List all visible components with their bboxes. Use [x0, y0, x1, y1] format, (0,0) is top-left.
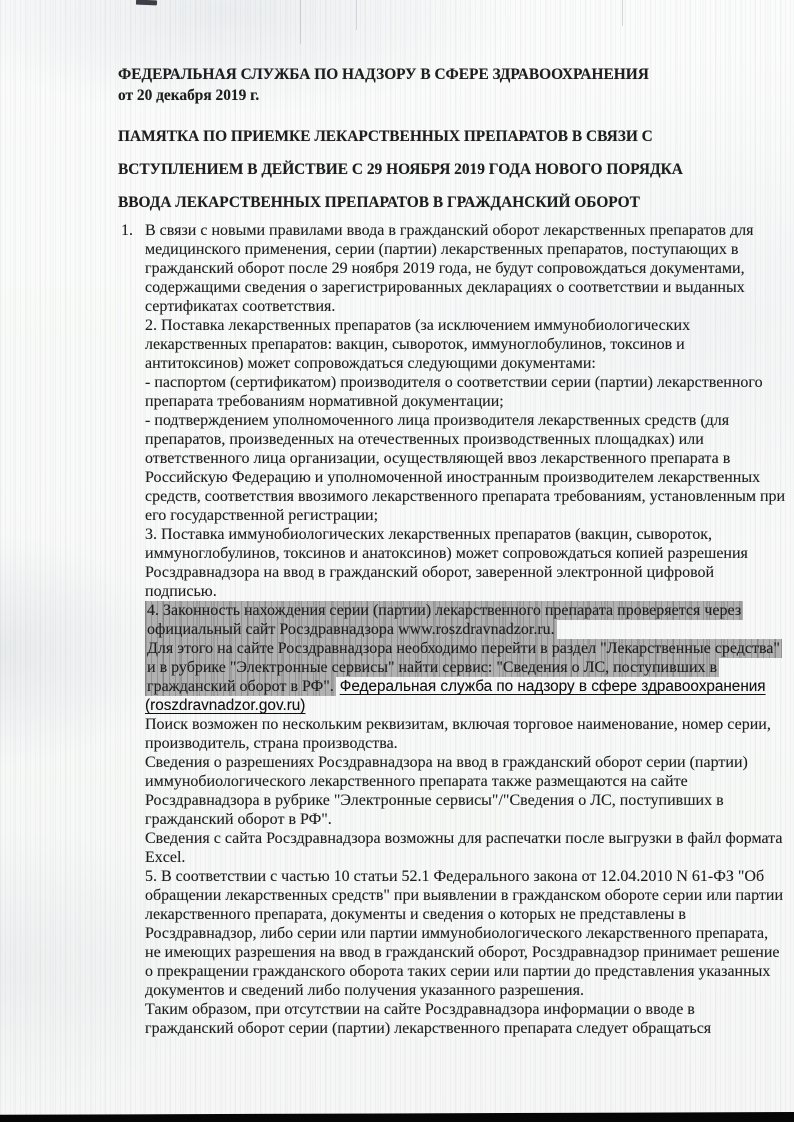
memo-body — [121, 221, 787, 1038]
memo-list-item-1 — [121, 221, 787, 316]
scan-streak — [356, 0, 357, 30]
memo-paragraph-2-dash-2: - подтверждением уполномоченного лица производителя лекарственных средств (для препаратов, произведенных на отечественных производственных площадках) или ответственного лица организации, осуществляющей ввоз лекарственного препарата в Российскую Федерацию и уполномоченной иностранным производителем лекарственных средств, соответствия ввозимого лекарственного препарата требованиям, установленным при его государственной регистрации; — [145, 412, 786, 524]
memo-content — [118, 64, 790, 1038]
memo-paragraph-permissions-info: Сведения о разрешениях Росздравнадзора на ввод в гражданский оборот серии (партии) иммунобиологического лекарственного препарата также размещаются на сайте Росздравнадзора в рубрике "Электронные сервисы"/"Сведения о ЛС, поступивших в гражданский оборот в РФ". — [145, 754, 748, 828]
memo-date: от 20 декабря 2019 г. — [118, 87, 260, 104]
issuer-name: ФЕДЕРАЛЬНАЯ СЛУЖБА ПО НАДЗОРУ В СФЕРЕ ЗДРАВООХРАНЕНИЯ — [118, 66, 649, 83]
scan-streak — [622, 0, 623, 26]
highlighted-text-2: Для этого на сайте Росздравнадзора необходимо перейти в раздел "Лекарственные средства" и в рубрике "Электронные сервисы" найти сервис: "Сведения о ЛС, поступивших в гражданский оборот в РФ". — [147, 640, 780, 695]
memo-paragraph-conclusion: Таким образом, при отсутствии на сайте Росздравнадзора информации о вводе в гражданский оборот серии (партии) лекарственного препарата следует обращаться — [145, 1001, 712, 1037]
list-item-number: 1. — [121, 222, 133, 239]
memo-title-line-2: ВСТУПЛЕНИЕМ В ДЕЙСТВИЕ С 29 НОЯБРЯ 2019 ГОДА НОВОГО ПОРЯДКА — [118, 161, 683, 178]
memo-paragraph-1: В связи с новыми правилами ввода в гражданский оборот лекарственных препаратов для медицинского применения, серии (партии) лекарственных препаратов, поступающих в гражданский оборот после 29 ноября 2019 года, не будут сопровождаться документами, содержащими сведения о зарегистрированных декларациях о соответствии и выданных сертификатах соответствия. — [145, 222, 754, 315]
memo-paragraph-excel-info: Сведения с сайта Росздравнадзора возможны для распечатки после выгрузки в файл формата Excel. — [145, 830, 783, 866]
memo-paragraph-search-info: Поиск возможен по нескольким реквизитам, включая торговое наименование, номер серии, производитель, страна производства. — [145, 716, 771, 752]
scan-artifact-top — [136, 0, 157, 5]
memo-title — [118, 126, 790, 213]
memo-paragraph-5: 5. В соответствии с частью 10 статьи 52.1 Федерального закона от 12.04.2010 N 61-ФЗ "Об обращении лекарственных средств" при выявлении в гражданском обороте серии или партии лекарственного препарата, документы и сведения о которых не представлены в Росздравнадзор, либо серии или партии иммунобиологического лекарственного препарата, не имеющих разрешения на ввод в гражданский оборот, Росздравнадзор принимает решение о прекращении гражданского оборота таких серии или партии до представления указанных документов и сведений либо получения указанного разрешения. — [145, 868, 784, 999]
scan-edge-artifact-bottom — [0, 1112, 794, 1122]
memo-paragraph-4-highlighted — [145, 601, 787, 639]
scan-streak — [300, 0, 301, 44]
memo-paragraph-4b-highlighted — [145, 639, 787, 715]
highlighted-text-1: 4. Законность нахождения серии (партии) лекарственного препарата проверяется через официальный сайт Росздравнадзора www.roszdravnadzor.ru. — [147, 602, 742, 638]
memo-title-line-1: ПАМЯТКА ПО ПРИЕМКЕ ЛЕКАРСТВЕННЫХ ПРЕПАРАТОВ В СВЯЗИ С — [118, 128, 653, 145]
memo-paragraph-2-dash-1: - паспортом (сертификатом) производителя о соответствии серии (партии) лекарственного препарата требованиям нормативной документации; — [145, 374, 763, 410]
memo-paragraph-2: 2. Поставка лекарственных препаратов (за исключением иммунобиологических лекарственных препаратов: вакцин, сывороток, иммуноглобулинов, токсинов и антитоксинов) может сопровождаться следующими документами: — [145, 317, 691, 372]
memo-paragraph-3: 3. Поставка иммунобиологических лекарственных препаратов (вакцин, сывороток, иммуноглобулинов, токсинов и анатоксинов) может сопровождаться копией разрешения Росздравнадзора на ввод в гражданский оборот, заверенной электронной цифровой подписью. — [145, 526, 748, 600]
roszdravnadzor-hyperlink[interactable]: Федеральная служба по надзору в сфере здравоохранения (roszdravnadzor.gov.ru) — [145, 678, 766, 714]
memo-title-line-3: ВВОДА ЛЕКАРСТВЕННЫХ ПРЕПАРАТОВ В ГРАЖДАНСКИЙ ОБОРОТ — [118, 194, 640, 211]
